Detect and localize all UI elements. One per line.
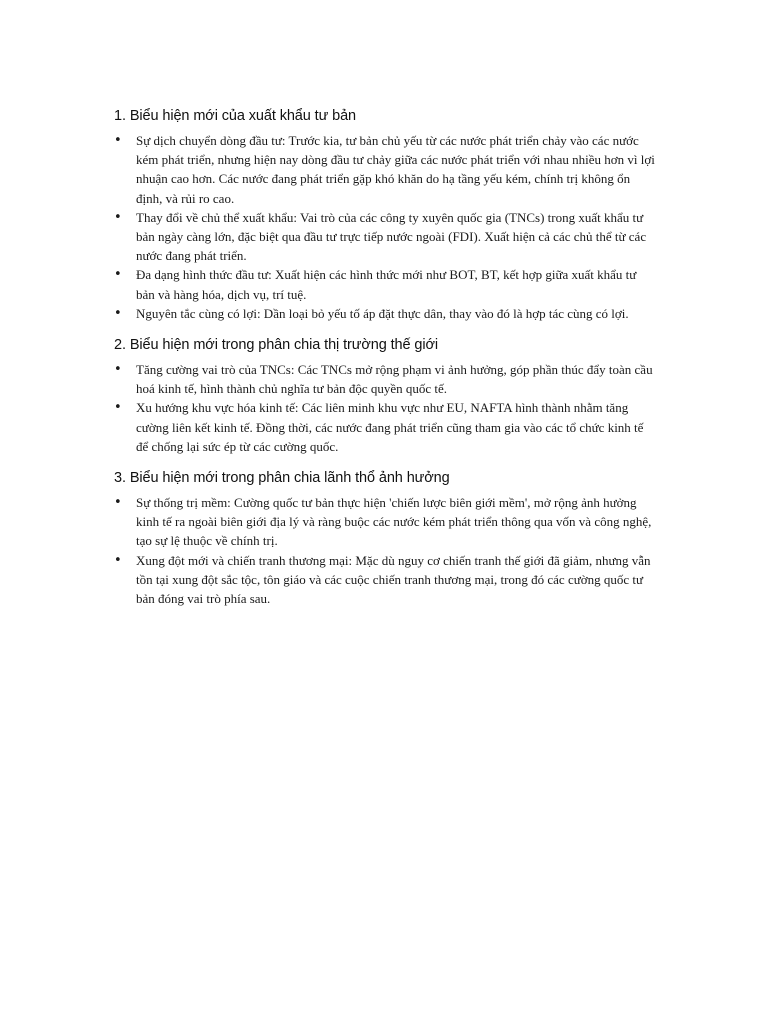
bullet-list: [114, 131, 656, 323]
section-2: [114, 335, 656, 456]
list-item: [114, 398, 656, 456]
bullet-icon: •: [114, 209, 122, 225]
bullet-icon: •: [114, 133, 122, 148]
section-heading: 2. Biểu hiện mới trong phân chia thị trường thế giới: [114, 337, 439, 354]
list-item-text: Sự thống trị mềm: Cường quốc tư bản thực hiện 'chiến lược biên giới mềm', mở rộng ảnh hưởng kinh tế ra ngoài biên giới địa lý và ràng buộc các nước kém phát triển thông qua vốn và công nghệ, tạo sự lệ thuộc về chính trị.: [136, 495, 652, 549]
section-heading: 1. Biểu hiện mới của xuất khẩu tư bản: [114, 108, 357, 124]
list-item-text: Xu hướng khu vực hóa kinh tế: Các liên minh khu vực như EU, NAFTA hình thành nhằm tăng cường liên kết kinh tế. Đồng thời, các nước đang phát triển cũng tham gia vào các tổ chức kinh tế để chống lại sức ép từ các cường quốc.: [136, 400, 644, 454]
list-item-text: Nguyên tắc cùng có lợi: Dần loại bỏ yếu tố áp đặt thực dân, thay vào đó là hợp tác cùng có lợi.: [136, 305, 629, 321]
list-item: [114, 360, 656, 398]
list-item: [114, 304, 656, 323]
list-item-text: Tăng cường vai trò của TNCs: Các TNCs mở rộng phạm vi ảnh hưởng, góp phần thúc đẩy toàn cầu hoá kinh tế, hình thành chủ nghĩa tư bản độc quyền quốc tế.: [136, 362, 653, 397]
bullet-list: [114, 493, 656, 608]
list-item: [114, 131, 656, 208]
list-item-text: Đa dạng hình thức đầu tư: Xuất hiện các hình thức mới như BOT, BT, kết hợp giữa xuất khẩu tư bản và hàng hóa, dịch vụ, trí tuệ.: [136, 267, 637, 302]
list-item-text: Thay đổi về chủ thể xuất khẩu: Vai trò của các công ty xuyên quốc gia (TNCs) trong xuất khẩu tư bản ngày càng lớn, đặc biệt qua đầu tư trực tiếp nước ngoài (FDI). Xuất hiện cả các chủ thể từ các nước đang phát triển.: [136, 209, 647, 264]
section-heading: 3. Biểu hiện mới trong phân chia lãnh thổ ảnh hưởng: [114, 470, 450, 487]
bullet-icon: •: [114, 362, 122, 378]
list-item: [114, 265, 656, 303]
bullet-icon: •: [114, 552, 122, 568]
bullet-icon: •: [114, 267, 122, 283]
document-page: [114, 106, 656, 620]
section-3: [114, 468, 656, 608]
list-item: [114, 551, 656, 609]
bullet-icon: •: [114, 495, 122, 511]
list-item: [114, 493, 656, 551]
bullet-icon: •: [114, 305, 122, 321]
list-item: [114, 208, 656, 266]
list-item-text: Sự dịch chuyển dòng đầu tư: Trước kia, tư bản chủ yếu từ các nước phát triển chảy vào các nước kém phát triển, nhưng hiện nay dòng đầu tư chảy giữa các nước phát triển với nhau nhiều hơn vì lợi nhuận cao hơn. Các nước đang phát triển gặp khó khăn do hạ tầng yếu kém, chính trị không ổn định, và rủi ro cao.: [136, 133, 655, 206]
bullet-icon: •: [114, 400, 122, 416]
section-1: [114, 106, 656, 323]
list-item-text: Xung đột mới và chiến tranh thương mại: Mặc dù nguy cơ chiến tranh thế giới đã giảm, nhưng vẫn tồn tại xung đột sắc tộc, tôn giáo và các cuộc chiến tranh thương mại, trong đó các cường quốc tư bản đóng vai trò phía sau.: [136, 552, 651, 607]
bullet-list: [114, 360, 656, 456]
